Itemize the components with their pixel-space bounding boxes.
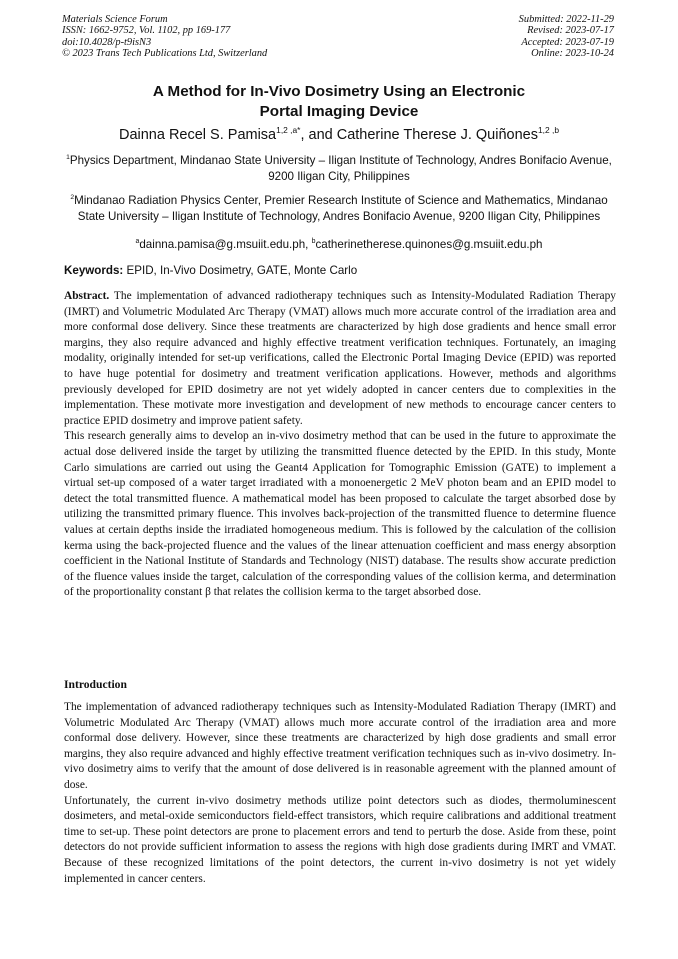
journal-copyright: © 2023 Trans Tech Publications Ltd, Switzerland — [62, 47, 268, 59]
author-1: Dainna Recel S. Pamisa — [118, 127, 277, 143]
keywords — [64, 263, 616, 279]
author-emails — [62, 237, 616, 253]
journal-issn: ISSN: 1662-9752, Vol. 1102, pp 169-177 — [62, 25, 231, 37]
date-online: Online: 2023-10-24 — [531, 47, 614, 59]
abstract-label: Abstract. — [64, 290, 110, 302]
email-b: catherinetherese.quinones@g.msuiit.edu.ph — [315, 238, 543, 251]
journal-info — [62, 14, 267, 59]
author-list — [40, 126, 638, 144]
date-submitted: Submitted: 2022-11-29 — [518, 14, 614, 25]
affiliation-1 — [62, 153, 616, 185]
introduction-section — [64, 700, 616, 887]
date-accepted: Accepted: 2023-07-19 — [521, 36, 614, 48]
email-a-marker: a — [135, 238, 140, 246]
abstract — [64, 289, 616, 601]
affiliation-1-marker: 1 — [66, 154, 70, 162]
author-2-affiliation: 1,2 ,b — [537, 125, 560, 136]
author-1-affiliation: 1,2 ,a* — [276, 125, 301, 136]
abstract-paragraph-1 — [64, 289, 616, 429]
title-line-2: Portal Imaging Device — [259, 103, 419, 120]
email-a: dainna.pamisa@g.msuiit.edu.ph, — [139, 238, 312, 251]
author-2: Catherine Therese J. Quiñones — [336, 127, 538, 143]
affiliation-2-text: Mindanao Radiation Physics Center, Premier Research Institute of Science and Mathematics, Mindanao State University – Iligan Institute of Technology, Andres Bonifacio Avenue, 9200 Iligan City, Philippines — [74, 194, 608, 223]
introduction-paragraph-2: Unfortunately, the current in-vivo dosimetry methods utilize point detectors such as diodes, thermoluminescent dosimeters, and metal-oxide semiconductors field-effect transistors, which require calibrations and additional treatment time to set-up. These point detectors are prone to placement errors and tend to perturb the dose. Aside from these, point detectors do not provide sufficient information to assess the regions with high dose gradients during IMRT and VMAT. Because of these recognized limitations of the point detectors, the current in-vivo dosimetry is not yet widely implemented in cancer centers. — [64, 794, 616, 885]
abstract-p1-text: The implementation of advanced radiotherapy techniques such as Intensity-Modulated Radiation Therapy (IMRT) and Volumetric Modulated Arc Therapy (VMAT) allows much more accurate control of the irradiation area and more conformal dose delivery. Since these treatments are characterized by high dose gradients and hence small error margins, they also require advanced and highly effective treatment verification techniques. Fortunately, an imaging modality, originally intended for set-up verifications, called the Electronic Portal Imaging Device (EPID) was reported to have huge potential for dosimetry and treatment verification applications. However, methods and algorithms previously developed for EPID dosimetry are not yet widely adopted in cancer centers due to complexities in the implementation. These motivate more investigation and development of new methods to encourage cancer centers to practice EPID dosimetry and improve patient safety. — [64, 290, 616, 427]
author-separator: , and — [300, 127, 337, 143]
affiliation-2-marker: 2 — [70, 194, 75, 202]
publication-dates — [519, 14, 614, 59]
affiliation-1-text: Physics Department, Mindanao State University – Iligan Institute of Technology, Andres Bonifacio Avenue, 9200 Iligan City, Philippines — [69, 154, 612, 183]
affiliation-2 — [62, 193, 616, 225]
section-heading-introduction: Introduction — [64, 678, 127, 691]
journal-doi: doi:10.4028/p-t9isN3 — [62, 36, 152, 48]
email-b-marker: b — [311, 238, 316, 246]
title-line-1: A Method for In-Vivo Dosimetry Using an Electronic — [152, 83, 526, 100]
abstract-paragraph-2: This research generally aims to develop an in-vivo dosimetry method that can be used in the future to approximate the actual dose delivered inside the target by utilizing the transmitted fluence detected by the EPID. In this study, Monte Carlo simulations are carried out using the Geant4 Application for Tomographic Emission (GATE) to implement a virtual set-up composed of a water target irradiated with a monoenergetic 2 MeV photon beam and an EPID model to detect the total transmitted fluence. A mathematical model has been proposed to calculate the target absorbed dose by utilizing the transmitted primary fluence. This involves back-projection of the transmitted fluence to determine fluence values at certain depths inside the irradiated homogeneous medium. This is followed by the calculation of the collision kerma using the back-projected fluence and the values of the linear attenuation coefficient and mass energy absorption coefficient in the National Institute of Standards and Technology (NIST) database. The results show accurate prediction of the fluence values inside the target, calculation of the corresponding values of the collision kerma, and determination of the proportionality constant β that relates the collision kerma to the target absorbed dose. — [64, 430, 616, 599]
introduction-paragraph-1: The implementation of advanced radiotherapy techniques such as Intensity-Modulated Radiation Therapy (IMRT) and Volumetric Modulated Arc Therapy (VMAT) allows much more accurate control of the irradiation area and more conformal dose delivery. However, since these treatments are characterized by high dose gradients and small error margins, they also require advanced and highly effective treatment verification techniques such as in-vivo dosimetry. In-vivo dosimetry aims to verify that the amount of dose delivered is in reasonable agreement with the planned amount of dose. — [64, 701, 616, 791]
keywords-text: EPID, In-Vivo Dosimetry, GATE, Monte Carlo — [123, 264, 358, 277]
paper-title — [60, 82, 618, 122]
journal-name: Materials Science Forum — [62, 14, 168, 25]
date-revised: Revised: 2023-07-17 — [527, 25, 614, 37]
keywords-label: Keywords: — [64, 264, 124, 277]
